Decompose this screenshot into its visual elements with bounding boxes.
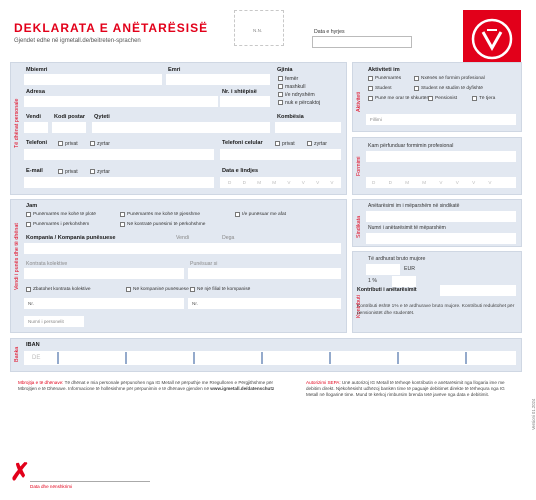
phone-private-checkbox[interactable] (58, 141, 63, 146)
email-private-checkbox[interactable] (58, 169, 63, 174)
gender-male-checkbox[interactable] (278, 84, 283, 89)
iban-input[interactable] (24, 351, 516, 365)
city-input[interactable] (92, 122, 270, 133)
activity-option-shorttime: Punë me orar të shkurtër (375, 96, 429, 101)
work-title: Jam (26, 203, 38, 209)
nationality-input[interactable] (275, 122, 341, 133)
gender-none-checkbox[interactable] (278, 100, 283, 105)
work-temp-contract-checkbox[interactable] (120, 222, 125, 227)
activity-pensioner-checkbox[interactable] (428, 96, 433, 101)
activity-start-input[interactable] (366, 114, 516, 125)
email-work-checkbox[interactable] (90, 169, 95, 174)
number-input-a[interactable] (24, 298, 184, 309)
phone-work-checkbox[interactable] (90, 141, 95, 146)
work-parttime-checkbox[interactable] (120, 212, 125, 217)
in-branch-option: Në një filial të kompanisë (197, 287, 251, 292)
entry-date-label: Data e hyrjes (314, 29, 345, 35)
gender-female-checkbox[interactable] (278, 76, 283, 81)
activity-tab-label: Aktiviteti (356, 91, 362, 112)
form-subtitle: Gjendet edhe në igmetall.de/beitreten-sprachen (14, 38, 141, 44)
mobile-work-checkbox[interactable] (307, 141, 312, 146)
sepa-notice (306, 380, 514, 399)
activity-trainee-checkbox[interactable] (414, 76, 419, 81)
number-input-b[interactable] (188, 298, 341, 309)
contribution-rate-input[interactable] (392, 276, 416, 287)
in-branch-checkbox[interactable] (190, 287, 195, 292)
privacy-notice (18, 380, 288, 392)
privacy-notice-heading: Mbrojtja e të dhënave: (18, 380, 64, 385)
contribution-tab-label: Kontributi (356, 295, 362, 318)
mobile-private-option: privat (282, 141, 295, 147)
ig-metall-logo-icon (463, 10, 521, 68)
activity-option-other: Të tjera (479, 96, 496, 101)
income-currency: EUR (404, 266, 415, 272)
birthdate-input[interactable] (220, 177, 341, 188)
gender-option-female: femër (285, 76, 299, 82)
union-tab-label: Sindikata (356, 215, 362, 238)
work-temporary-checkbox[interactable] (26, 222, 31, 227)
reference-hint: N.N. (253, 28, 263, 33)
address-input[interactable] (24, 96, 218, 107)
agreement-applies-option: Zbatohet kontrata kolektive (33, 287, 91, 292)
mobile-input[interactable] (220, 149, 341, 160)
firstname-input[interactable] (166, 74, 270, 85)
activity-other-checkbox[interactable] (472, 96, 477, 101)
work-option-fixedterm: I/e punësuar me afat (242, 212, 286, 217)
work-option-parttime: Punëmarrës me kohë të pjesshme (127, 212, 201, 217)
email-work-option: zyrtar (97, 169, 110, 175)
company-label: Kompania / Kompania punësuese (26, 235, 116, 241)
firstname-label: Emri (168, 67, 181, 73)
activity-option-trainee: Nxënës në formim profesional (421, 76, 485, 81)
house-number-input[interactable] (220, 96, 270, 107)
staff-number-hint: Numri i personelit (28, 319, 64, 324)
house-number-label: Nr. i shtëpisë (222, 89, 257, 95)
nationality-label: Kombësia (277, 114, 304, 120)
in-company-checkbox[interactable] (126, 287, 131, 292)
gender-option-none: nuk e përcaktoj (285, 100, 321, 106)
work-option-fulltime: Punëmarrës me kohë të plotë (33, 212, 96, 217)
mobile-private-checkbox[interactable] (275, 141, 280, 146)
personal-tab-label: Të dhënat personale (14, 98, 20, 148)
privacy-notice-text: Të dhënat e mia personale përpunohen nga IG Metall në përputhje me Rregulloren e Përgjithshme për Mbrojtjen e të Dhënave. Informacione të hollësishme për përpunimin e të dhënave gjenden në (18, 380, 274, 392)
activity-shorttime-checkbox[interactable] (368, 96, 373, 101)
activity-option-pensioner: Pensionist (435, 96, 458, 101)
country-input[interactable] (24, 122, 48, 133)
company-place-label: Vendi (176, 235, 189, 241)
union-input[interactable] (366, 211, 516, 222)
number-prefix-b: Nr. (192, 301, 198, 306)
phone-input[interactable] (24, 149, 214, 160)
phone-label: Telefoni (26, 140, 48, 146)
form-title: DEKLARATA E ANËTARËSISË (14, 21, 209, 35)
contribution-title: Kontributi i anëtarësimit (357, 287, 417, 293)
privacy-link[interactable]: www.igmetall.de/datenschutz (210, 386, 275, 392)
collective-agreement-input[interactable] (24, 268, 184, 279)
training-date-hint: D D M M V V V V (372, 180, 498, 185)
work-fulltime-checkbox[interactable] (26, 212, 31, 217)
address-label: Adresa (26, 89, 45, 95)
activity-dual-student-checkbox[interactable] (414, 86, 419, 91)
training-tab-label: Formimi (356, 156, 362, 176)
signature-x-icon: ✗ (10, 459, 31, 486)
surname-input[interactable] (24, 74, 162, 85)
company-branch-label: Dega (222, 235, 235, 241)
income-input[interactable] (366, 264, 400, 275)
gender-option-diverse: i/e ndryshëm (285, 92, 315, 98)
work-tab-label: Vendi i punës dhe të dhënat (14, 223, 20, 290)
work-option-temporary: Punëmarrës i përkohshëm (33, 222, 90, 227)
signature-hint: Data dhe nënshkrimi (30, 484, 73, 489)
email-label: E-mail (26, 168, 43, 174)
sepa-notice-text: Unë autorizoj IG Metall të tërheqë kontributin e anëtarësimit nga llogaria ime me debitim direkt. Njëkohësisht udhëzoj bankën time të paguajë debitimet direkte të tërhequra nga IG Metall në llogarinë time. Mund të kërkoj rimbursim brenda tetë javëve nga data e debitimit. (306, 380, 505, 398)
brand-logo (463, 10, 521, 68)
company-input[interactable] (24, 243, 341, 254)
activity-option-dual-student: Student në studim të dyfishtë (421, 86, 483, 91)
iban-group-lines (24, 351, 516, 365)
gender-option-male: mashkull (285, 84, 306, 90)
activity-employee-checkbox[interactable] (368, 76, 373, 81)
contribution-note: Kontributi është 1% e të ardhurave bruto mujore. Kontributi reduktohet për pensionistët dhe studentët. (357, 304, 515, 316)
entry-date-field[interactable] (312, 36, 412, 48)
country-label: Vendi (26, 114, 41, 120)
employed-as-label: Punësuar si (190, 261, 218, 267)
mobile-label: Telefoni celular (222, 140, 263, 146)
activity-title: Aktiviteti im (368, 67, 400, 73)
union-label: Anëtarësimi im i mëparshëm në sindikatë (368, 203, 460, 209)
email-input[interactable] (24, 177, 214, 188)
reference-box[interactable] (234, 10, 284, 46)
sepa-notice-heading: Autorizimi SEPA: (306, 380, 341, 385)
collective-agreement-label: Kontrata kolektive (26, 261, 68, 267)
iban-country: DE (32, 355, 41, 361)
training-date-input[interactable] (366, 177, 516, 188)
employed-as-input[interactable] (188, 268, 341, 279)
staff-number-input[interactable] (24, 316, 84, 327)
contribution-amount-input[interactable] (440, 285, 516, 296)
signature-line[interactable] (30, 481, 150, 482)
surname-label: Mbiemri (26, 67, 48, 73)
iban-label: IBAN (26, 342, 40, 348)
union-number-input[interactable] (366, 233, 516, 244)
gender-diverse-checkbox[interactable] (278, 92, 283, 97)
activity-option-employee: Punëmarrës (375, 76, 402, 81)
email-private-option: privat (65, 169, 78, 175)
work-fixedterm-checkbox[interactable] (235, 212, 240, 217)
bank-tab-label: Banka (14, 346, 20, 362)
work-option-temp-contract: Në kontratë punësimi të përkohshme (127, 222, 206, 227)
birthdate-format-hint: D D M M V V V V (228, 180, 339, 185)
agreement-applies-checkbox[interactable] (26, 287, 31, 292)
income-label: Të ardhurat bruto mujore (368, 256, 426, 262)
postcode-input[interactable] (52, 122, 86, 133)
gender-label: Gjinia (277, 67, 293, 73)
phone-private-option: privat (65, 141, 78, 147)
in-company-option: Në kompaninë punësuese (133, 287, 189, 292)
birthdate-label: Data e lindjes (222, 168, 259, 174)
contribution-rate: 1 % (368, 278, 377, 284)
phone-work-option: zyrtar (97, 141, 110, 147)
training-input[interactable] (366, 151, 516, 162)
mobile-work-option: zyrtar (314, 141, 327, 147)
training-label: Kam përfunduar formimin profesional (368, 143, 454, 149)
activity-start-hint: Fillimi (370, 117, 382, 122)
postcode-label: Kodi postar (54, 114, 86, 120)
union-sub-label: Numri i anëtarësimit të mëparshëm (368, 225, 446, 231)
activity-student-checkbox[interactable] (368, 86, 373, 91)
city-label: Qyteti (94, 114, 110, 120)
number-prefix-a: Nr. (28, 301, 34, 306)
activity-option-student: Student (375, 86, 392, 91)
version-label: Versioni 01.2024 (531, 398, 536, 430)
